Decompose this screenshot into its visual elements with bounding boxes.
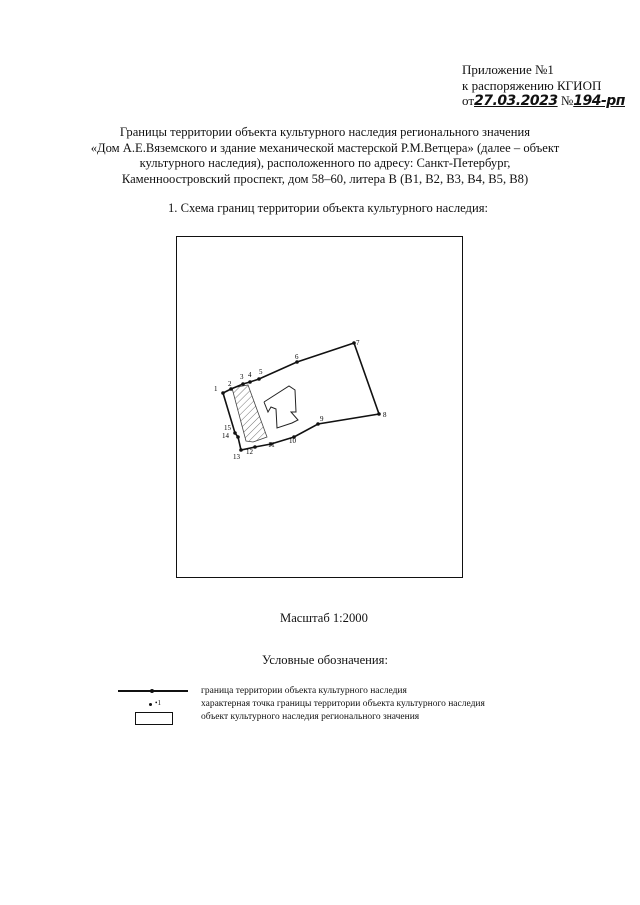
- boundary-point-14: [236, 435, 240, 439]
- point-label-2: 2: [228, 380, 232, 388]
- title-line3: культурного наследия), расположенного по адресу: Санкт-Петербург,: [139, 156, 511, 170]
- point-label-12: 12: [246, 448, 253, 456]
- boundary-point-1: [221, 391, 225, 395]
- appendix-number-prefix: №: [560, 93, 574, 108]
- scheme-drawing: [177, 237, 464, 579]
- building-outline: [264, 386, 298, 428]
- boundary-point-3: [241, 382, 245, 386]
- legend-item-text: объект культурного наследия регионального значения: [201, 712, 420, 722]
- boundary-point-8: [377, 412, 381, 416]
- point-label-9: 9: [320, 415, 324, 423]
- point-label-13: 13: [233, 453, 240, 461]
- title-line1: Границы территории объекта культурного наследия регионального значения: [119, 125, 531, 139]
- legend-item-text: характерная точка границы территории объекта культурного наследия: [201, 699, 485, 709]
- point-label-11: 11: [268, 441, 275, 449]
- title-line2: «Дом А.Е.Вяземского и здание механической мастерской Р.М.Ветцера» (далее – объект: [90, 140, 560, 155]
- boundary-scheme-map: [176, 236, 463, 578]
- legend-item-text: граница территории объекта культурного наследия: [201, 686, 407, 696]
- point-label-1: 1: [214, 385, 218, 393]
- legend-point-symbol-label: •1: [155, 699, 161, 707]
- point-label-7: 7: [356, 339, 360, 347]
- legend-item-heritage-object: [116, 712, 556, 726]
- point-label-14: 14: [222, 432, 229, 440]
- section-heading: 1. Схема границ территории объекта культурного наследия:: [168, 201, 488, 215]
- point-label-5: 5: [259, 368, 263, 376]
- boundary-point-13: [239, 448, 243, 452]
- title-line4: Каменноостровский проспект, дом 58–60, литера В (В1, В2, В3, В4, В5, В8): [121, 171, 529, 186]
- point-label-10: 10: [289, 437, 296, 445]
- legend-title: Условные обозначения:: [262, 653, 388, 667]
- legend-item-boundary: [116, 686, 556, 700]
- point-label-15: 15: [224, 424, 231, 432]
- legend-boundary-point-symbol: [116, 699, 188, 713]
- boundary-point-15: [233, 431, 237, 435]
- boundary-point-5: [257, 377, 261, 381]
- document-title: [60, 125, 590, 187]
- point-label-6: 6: [295, 353, 299, 361]
- point-label-4: 4: [248, 371, 252, 379]
- boundary-point-4: [248, 380, 252, 384]
- legend-heritage-object-symbol: [116, 712, 188, 726]
- appendix-line3: [462, 93, 625, 110]
- appendix-line1: Приложение №1: [462, 62, 554, 77]
- legend-item-point: [116, 699, 556, 713]
- appendix-number: 194-рп: [573, 93, 625, 109]
- appendix-from-prefix: от: [462, 93, 475, 108]
- scale-label: Масштаб 1:2000: [280, 611, 368, 625]
- boundary-point-12: [253, 445, 257, 449]
- point-label-8: 8: [383, 411, 387, 419]
- point-label-3: 3: [240, 373, 244, 381]
- appendix-line2: к распоряжению КГИОП: [462, 77, 602, 93]
- heritage-object-shape: [232, 385, 267, 442]
- appendix-header: [462, 62, 625, 110]
- legend-boundary-line-symbol: [116, 686, 188, 700]
- appendix-date: 27.03.2023: [474, 93, 558, 109]
